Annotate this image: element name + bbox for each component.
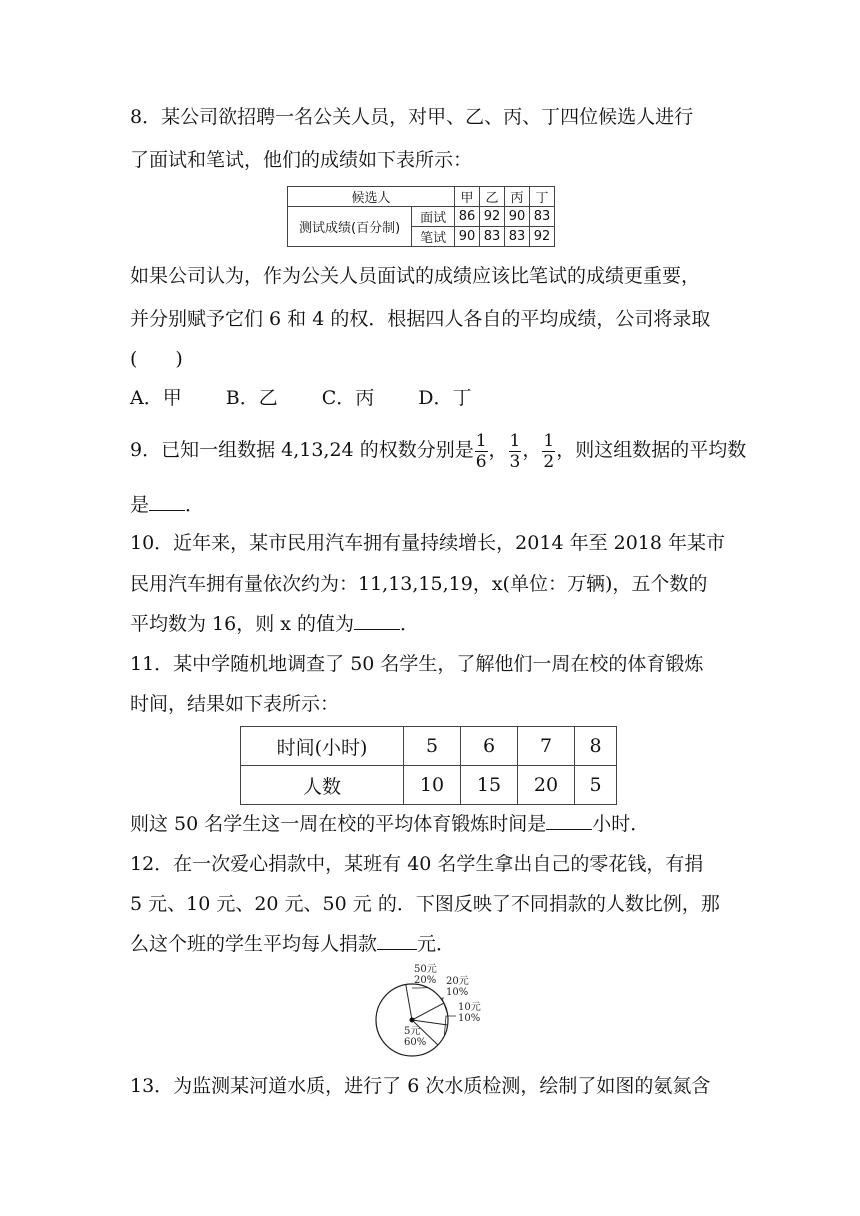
- answer-blank: [377, 931, 417, 950]
- table-row: [288, 207, 555, 227]
- table-cell: 90: [455, 227, 480, 247]
- table-cell: 5: [404, 727, 461, 766]
- table-cell: 人数: [241, 766, 404, 805]
- fraction: [509, 431, 522, 472]
- q10-line3-suffix: ．: [400, 613, 420, 635]
- q8-line-3: 如果公司认为，作为公关人员面试的成绩应该比笔试的成绩更重要，: [130, 265, 701, 287]
- table-cell: 6: [461, 727, 518, 766]
- q8-line-2: 了面试和笔试，他们的成绩如下表所示：: [130, 149, 473, 171]
- table-cell: 86: [455, 207, 480, 227]
- answer-blank: [149, 492, 185, 511]
- option-c: C．丙: [321, 387, 375, 409]
- q10-line-1: 10．近年来，某市民用汽车拥有量持续增长，2014 年至 2018 年某市: [130, 532, 726, 554]
- table-row: [241, 766, 617, 805]
- table-cell: 时间(小时): [241, 727, 404, 766]
- table-cell: 10: [404, 766, 461, 805]
- table-cell: 候选人: [288, 187, 455, 207]
- table-row: [288, 187, 555, 207]
- q9-suffix: ，则这组数据的平均数: [556, 439, 747, 461]
- q10-line-2: 民用汽车拥有量依次约为：11,13,15,19，x(单位：万辆)，五个数的: [130, 573, 708, 595]
- table-cell: 92: [480, 207, 505, 227]
- q11-line-2: 时间，结果如下表所示：: [130, 693, 340, 715]
- fraction-denominator: 3: [509, 451, 521, 472]
- table-cell: 83: [480, 227, 505, 247]
- option-b: B．乙: [225, 387, 278, 409]
- answer-blank: [354, 611, 400, 630]
- candidate-score-table: [287, 186, 555, 247]
- table-cell: 90: [505, 207, 530, 227]
- pie-slice-boundary: [412, 1003, 444, 1020]
- q8-options: [130, 385, 471, 411]
- q9-line-2: [130, 492, 204, 518]
- pie-label-percent: 60%: [404, 1037, 427, 1048]
- q12-line-1: 12．在一次爱心捐款中，某班有 40 名学生拿出自己的零花钱，有捐: [130, 853, 704, 875]
- q11-line-1: 11．某中学随机地调查了 50 名学生，了解他们一周在校的体育锻炼: [130, 653, 704, 675]
- table-cell: 丁: [530, 187, 555, 207]
- q10-line3-prefix: 平均数为 16，则 x 的值为: [130, 613, 355, 635]
- pie-slice-boundary: [412, 1020, 448, 1025]
- q8-line-4: 并分别赋予它们 6 和 4 的权．根据四人各自的平均成绩，公司将录取: [130, 308, 711, 330]
- pie-label-category: 5元: [404, 1026, 421, 1037]
- table-cell: 83: [505, 227, 530, 247]
- fraction-numerator: 1: [509, 430, 521, 451]
- table-cell: 丙: [505, 187, 530, 207]
- q12-line3-prefix: 么这个班的学生平均每人捐款: [130, 933, 378, 955]
- q11-line-3: [130, 811, 649, 837]
- pie-label-percent: 10%: [446, 987, 469, 998]
- fraction-denominator: 6: [475, 451, 487, 472]
- fraction-numerator: 1: [543, 430, 555, 451]
- option-d: D．丁: [418, 387, 472, 409]
- q11-line3-prefix: 则这 50 名学生这一周在校的平均体育锻炼时间是: [130, 813, 547, 835]
- q12-line-2: 5 元、10 元、20 元、50 元 的．下图反映了不同捐款的人数比例，那: [130, 893, 720, 915]
- separator: ，: [488, 439, 508, 461]
- table-cell: 笔试: [412, 227, 455, 247]
- q11-line3-suffix: 小时．: [592, 813, 650, 835]
- table-cell: 5: [575, 766, 617, 805]
- table-cell: 甲: [455, 187, 480, 207]
- table-cell: 83: [530, 207, 555, 227]
- pie-label-category: 10元: [458, 1002, 481, 1013]
- q9-line2-prefix: 是: [130, 494, 150, 516]
- exercise-time-table: [240, 726, 617, 805]
- fraction: [475, 431, 488, 472]
- pie-label-percent: 10%: [458, 1013, 481, 1024]
- answer-blank: [546, 811, 592, 830]
- table-cell: 8: [575, 727, 617, 766]
- pie-center: [410, 1018, 415, 1023]
- q12-line-3: [130, 931, 455, 957]
- table-cell: 92: [530, 227, 555, 247]
- fraction-numerator: 1: [475, 430, 487, 451]
- separator: ，: [522, 439, 542, 461]
- table-row: [241, 727, 617, 766]
- pie-callout-line: [442, 998, 447, 1014]
- table-cell: 15: [461, 766, 518, 805]
- pie-slice-boundary: [406, 985, 412, 1020]
- table-cell: 测试成绩(百分制): [288, 207, 412, 247]
- table-cell: 20: [518, 766, 575, 805]
- fraction: [542, 431, 555, 472]
- q8-line-1: 8．某公司欲招聘一名公关人员，对甲、乙、丙、丁四位候选人进行: [130, 106, 694, 128]
- q10-line-3: [130, 611, 419, 637]
- table-cell: 7: [518, 727, 575, 766]
- table-cell: 乙: [480, 187, 505, 207]
- q9-prefix: 9．已知一组数据 4,13,24 的权数分别是: [130, 439, 474, 461]
- pie-label-category: 50元: [414, 964, 437, 975]
- fraction-denominator: 2: [543, 451, 555, 472]
- option-a: A．甲: [130, 387, 182, 409]
- q9-line-1: [130, 426, 746, 474]
- q13-line-1: 13．为监测某河道水质，进行了 6 次水质检测，绘制了如图的氨氮含: [130, 1075, 711, 1097]
- table-cell: 面试: [412, 207, 455, 227]
- q12-line3-suffix: 元．: [417, 933, 456, 955]
- pie-label-category: 20元: [446, 976, 469, 987]
- pie-label-percent: 20%: [414, 975, 437, 986]
- q9-line2-suffix: ．: [185, 494, 205, 516]
- donation-pie-chart: [370, 958, 500, 1058]
- q8-line-5: ( ): [130, 348, 183, 370]
